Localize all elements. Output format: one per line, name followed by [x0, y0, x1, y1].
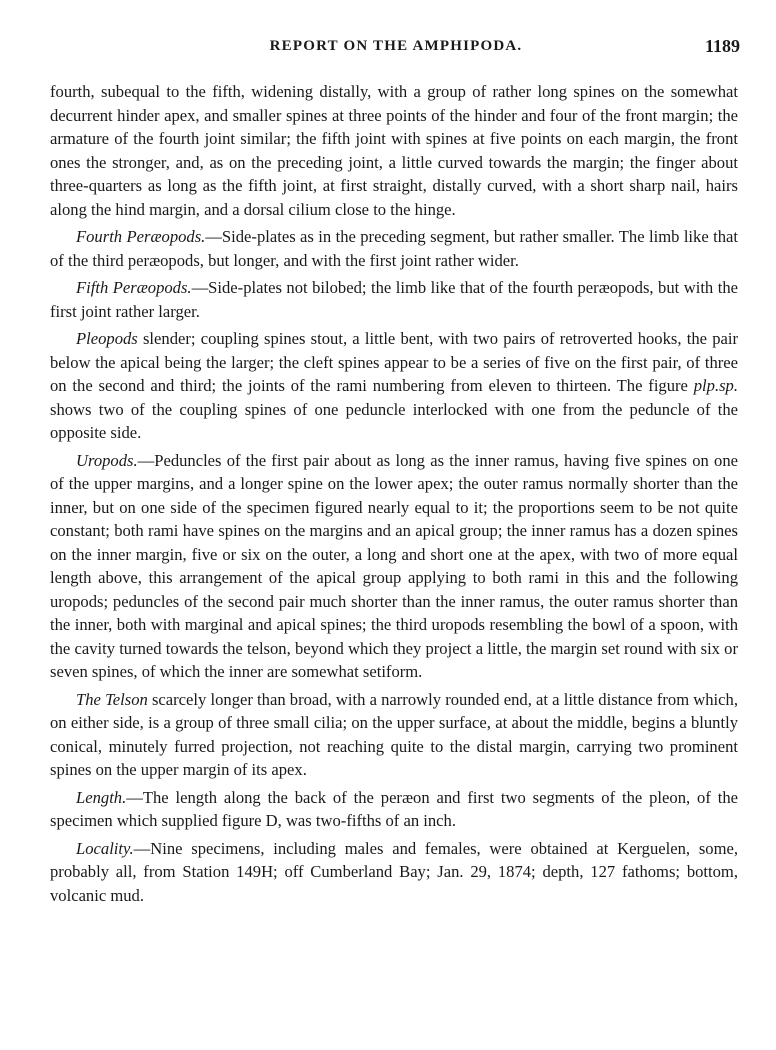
paragraph-uropods [50, 449, 738, 684]
paragraph-fourth-peraeopods [50, 225, 738, 272]
section-heading: Fourth Peræopods. [76, 227, 206, 246]
paragraph-text: slender; coupling spines stout, a little bent, with two pairs of retroverted hooks, the pair below the apical being the larger; the cleft spines appear to be a series of five on the first pair, of three on the second and third; the joints of the rami numbering from eleven to thirteen. The figure [50, 329, 738, 395]
paragraph-text: shows two of the coupling spines of one peduncle interlocked with one from the peduncle of the opposite side. [50, 399, 738, 442]
figure-reference: plp.sp. [693, 376, 738, 395]
section-heading: Fifth Peræopods. [76, 278, 192, 297]
running-title: REPORT ON THE AMPHIPODA. [269, 38, 523, 54]
paragraph-text: —Side-plates as in the preceding segment, but rather smaller. The limb like that of the third peræopods, but longer, and with the first joint rather wider. [50, 227, 738, 270]
page-number: 1189 [704, 36, 740, 56]
paragraph-locality [50, 837, 738, 908]
paragraph-text: —Nine specimens, including males and females, were obtained at Kerguelen, some, probably all, from Station 149H; off Cumberland Bay; Jan. 29, 1874; depth, 127 fathoms; bottom, volcanic mud. [50, 838, 738, 905]
paragraph-text: fourth, subequal to the fifth, widening distally, with a group of rather long spines on the somewhat decurrent hinder apex, and smaller spines at three points of the hinder and four of the front margin; the armature of the fourth joint similar; the fifth joint with spines at five points on each margin, the front ones the stronger, and, as on the preceding joint, a little curved towards the margin; the finger about three-quarters as long as the fifth joint, at first straight, distally curved, with a short sharp nail, hairs along the hind margin, and a dorsal cilium close to the hinge. [50, 82, 738, 219]
paragraph-text: scarcely longer than broad, with a narrowly rounded end, at a little distance from which, on either side, is a group of three small cilia; on the upper surface, at about the middle, begins a bluntly conical, minutely furred projection, not reaching quite to the distal margin, carrying two prominent spines on the upper margin of its apex. [50, 689, 738, 779]
page-header [48, 36, 744, 58]
section-heading: Length. [76, 787, 127, 807]
section-heading: Locality. [76, 838, 134, 858]
body-text [50, 80, 738, 911]
section-heading: Pleopods [76, 329, 138, 348]
paragraph-text: —The length along the back of the peræon and first two segments of the pleon, of the specimen which supplied figure D, was two-fifths of an inch. [50, 787, 738, 830]
paragraph-continuation [50, 80, 738, 221]
paragraph-fifth-peraeopods [50, 276, 738, 323]
paragraph-text: —Peduncles of the first pair about as long as the inner ramus, having five spines on one of the upper margins, and a longer spine on the lower apex; the outer ramus normally shorter than the inner, but on one side of the specimen figured nearly equal to it; the proportions seem to be not quite constant; both rami have spines on the margins and an apical group; the inner ramus has a dozen spines on the inner margin, five or six on the outer, a long and short one at the apex, with two of more equal length above, this arrangement of the apical group applying to both rami in this and the following uropods; peduncles of the second pair much shorter than the inner ramus, the outer ramus shorter than the inner, both with marginal and apical spines; the third uropods resembling the bowl of a spoon, with the cavity turned towards the telson, beyond which they project a little, the margin set round with six or seven spines, of which the inner are somewhat setiform. [50, 450, 738, 681]
paragraph-pleopods [50, 327, 738, 445]
paragraph-text: —Side-plates not bilobed; the limb like that of the fourth peræopods, but with the first joint rather larger. [50, 278, 738, 321]
section-heading: Uropods. [76, 450, 138, 470]
section-heading: The Telson [76, 689, 148, 709]
paragraph-telson [50, 688, 738, 782]
paragraph-length [50, 786, 738, 833]
